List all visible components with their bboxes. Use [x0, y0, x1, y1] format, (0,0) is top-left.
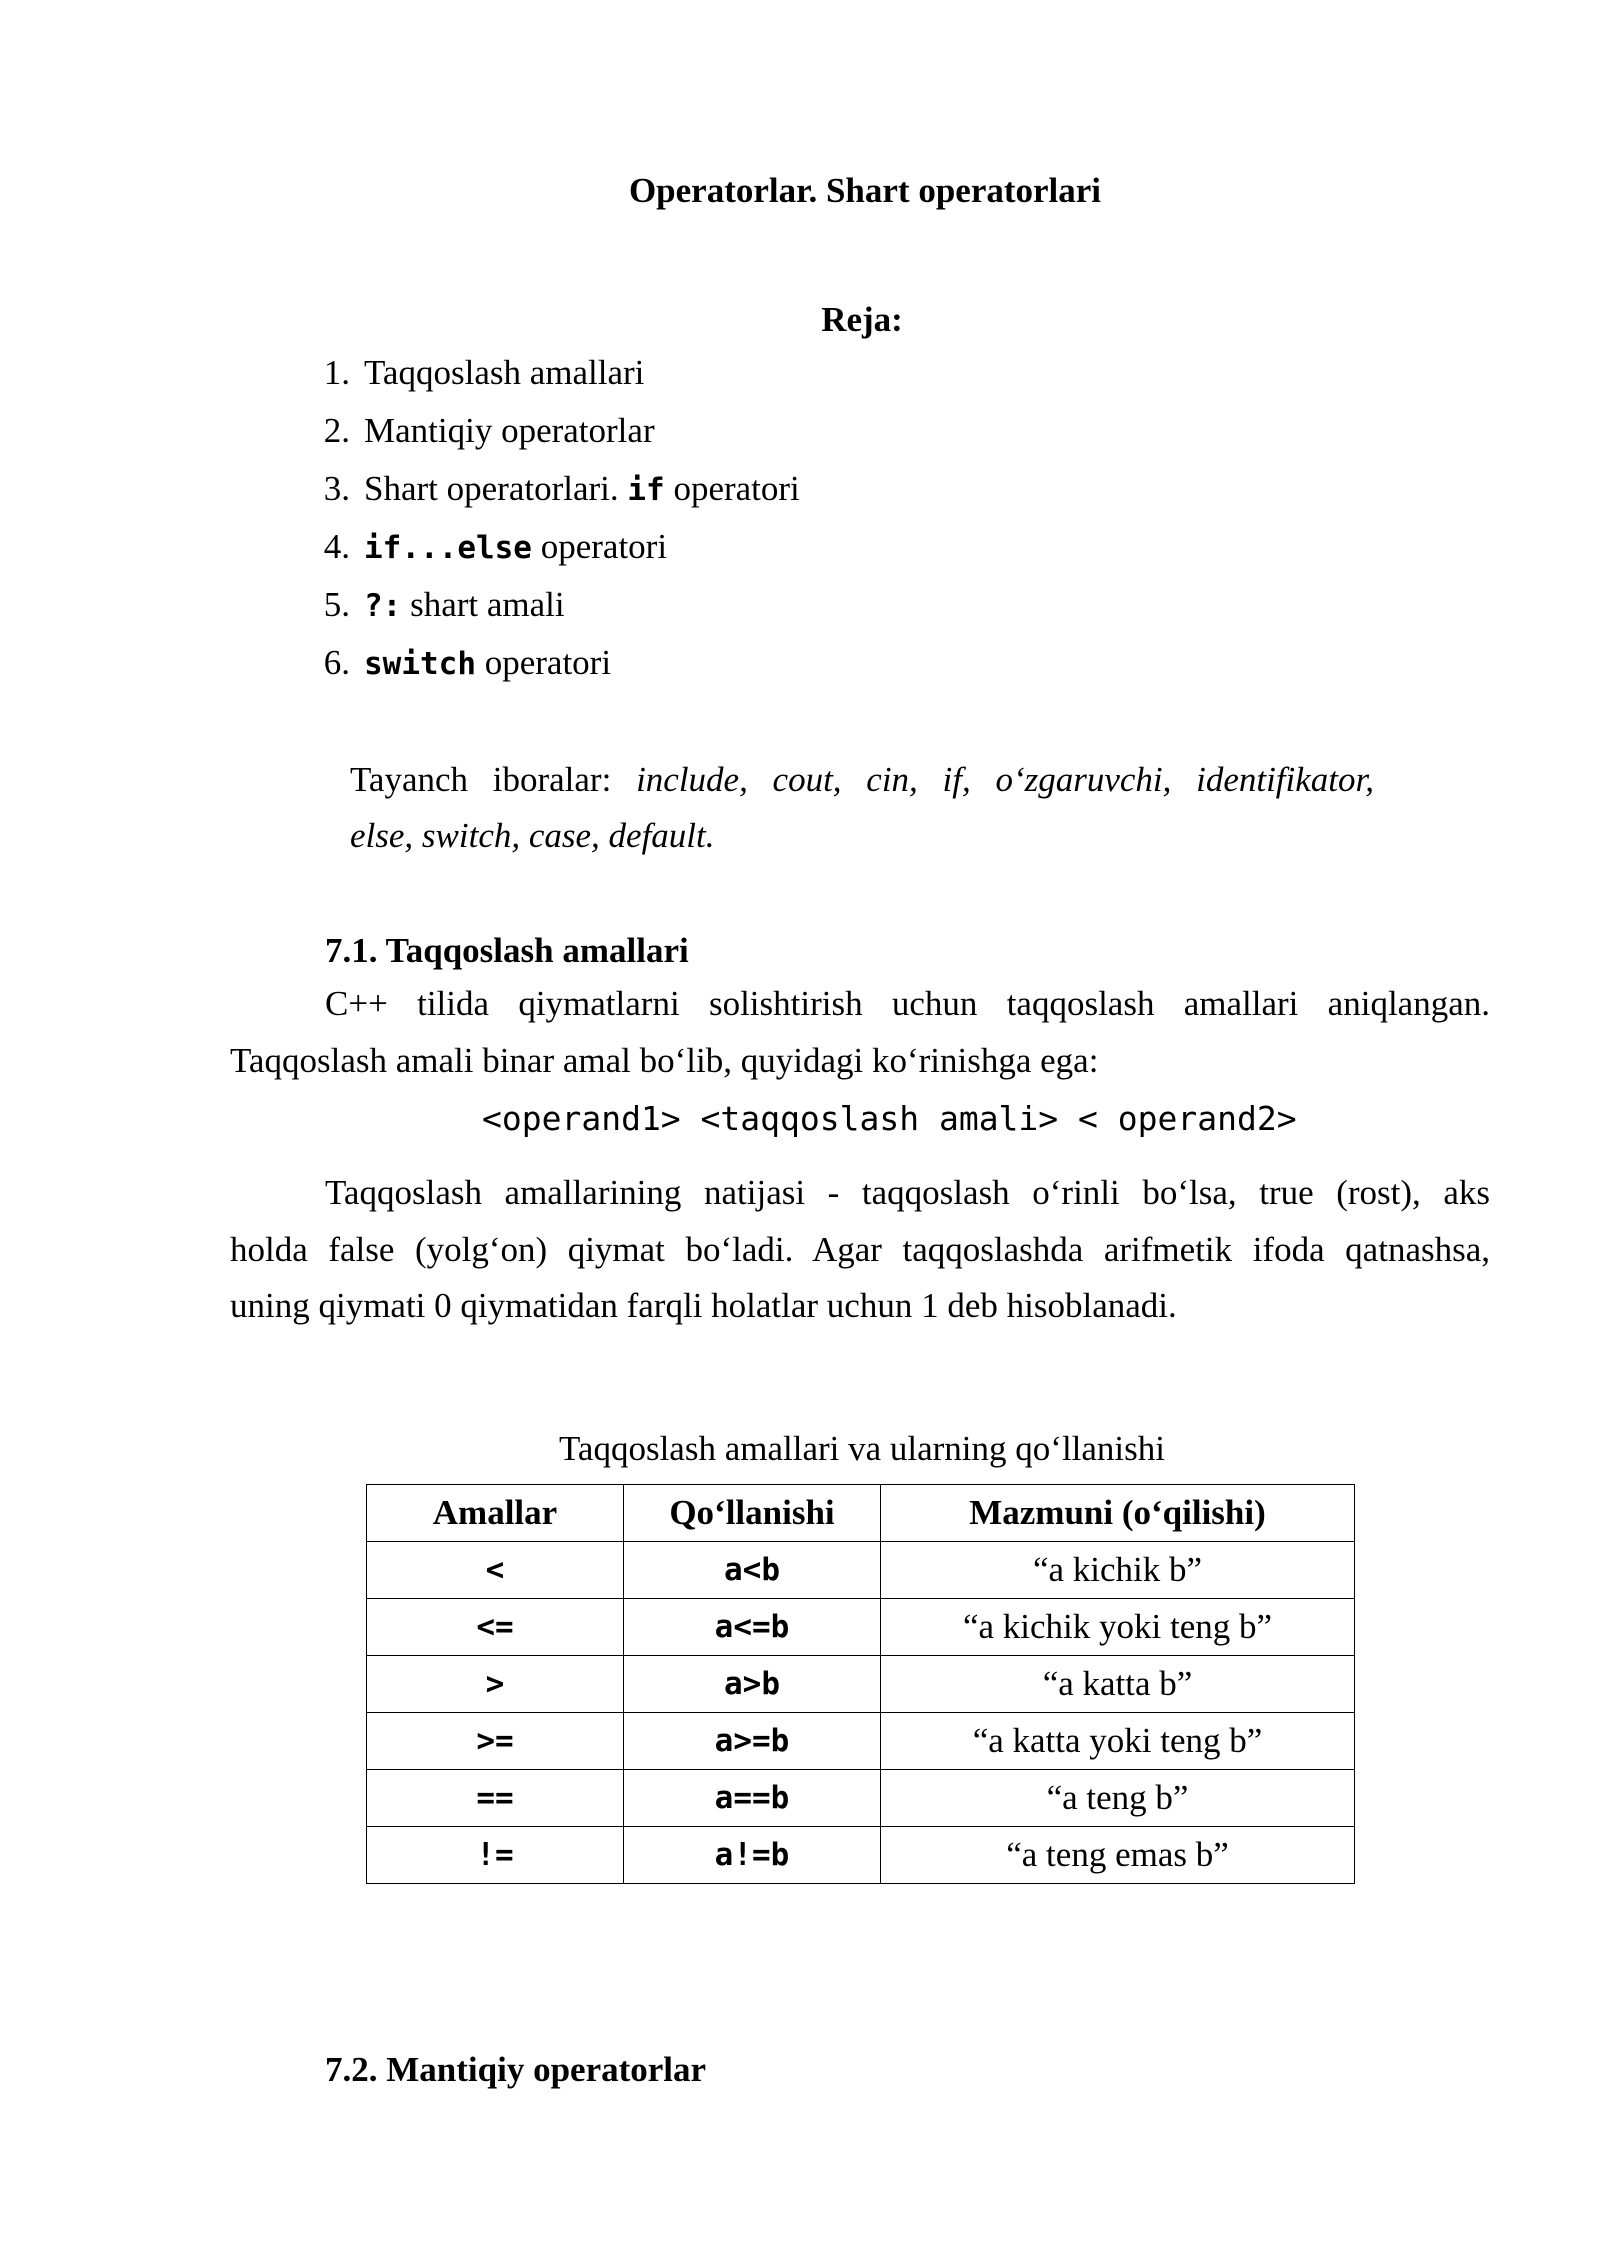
operator-cell: <= [367, 1599, 624, 1656]
operator-cell: < [367, 1542, 624, 1599]
plan-item: 4. if...else operatori [323, 527, 668, 566]
operator-cell: >= [367, 1713, 624, 1770]
plan-item: 3. Shart operatorlari. if operatori [323, 469, 800, 508]
plan-heading: Reja: [821, 300, 903, 339]
plan-item: 1. Taqqoslash amallari [323, 353, 645, 392]
meaning-cell: “a teng b” [881, 1770, 1355, 1827]
usage-cell: a==b [624, 1770, 881, 1827]
operator-cell: == [367, 1770, 624, 1827]
usage-cell: a>b [624, 1656, 881, 1713]
table-row [367, 1656, 1355, 1713]
plan-item: 2. Mantiqiy operatorlar [323, 411, 655, 450]
paragraph-line: holda false (yolg‘on) qiymat bo‘ladi. Agar taqqoslashda arifmetik ifoda qatnashsa, [230, 1230, 1490, 1269]
table-row [367, 1542, 1355, 1599]
table-row [367, 1599, 1355, 1656]
keywords-line-1: Tayanch iboralar: include, cout, cin, if, o‘zgaruvchi, identifikator, [350, 760, 1375, 799]
paragraph-line: C++ tilida qiymatlarni solishtirish uchun taqqoslash amallari aniqlangan. [325, 984, 1490, 1023]
code-keyword: ?: [364, 588, 402, 624]
plan-item: 5. ?: shart amali [323, 585, 565, 624]
code-keyword: if...else [364, 530, 532, 566]
usage-cell: a<=b [624, 1599, 881, 1656]
usage-cell: a>=b [624, 1713, 881, 1770]
column-header: Amallar [367, 1485, 624, 1542]
paragraph-line: uning qiymati 0 qiymatidan farqli holatlar uchun 1 deb hisoblanadi. [230, 1286, 1177, 1325]
syntax-line: <operand1> <taqqoslash amali> < operand2> [482, 1099, 1297, 1138]
comparison-table [366, 1484, 1355, 1884]
meaning-cell: “a katta b” [881, 1656, 1355, 1713]
code-keyword: switch [364, 646, 476, 682]
table-header-row [367, 1485, 1355, 1542]
column-header: Qo‘llanishi [624, 1485, 881, 1542]
section-heading-7-1: 7.1. Taqqoslash amallari [325, 931, 689, 970]
code-keyword: if [627, 472, 665, 508]
table-row [367, 1770, 1355, 1827]
paragraph-line: Taqqoslash amallarining natijasi - taqqoslash o‘rinli bo‘lsa, true (rost), aks [325, 1173, 1490, 1212]
page-title: Operatorlar. Shart operatorlari [628, 171, 1102, 210]
keywords-line-2: else, switch, case, default. [350, 816, 715, 855]
plan-list [292, 353, 800, 701]
meaning-cell: “a teng emas b” [881, 1827, 1355, 1884]
table-caption: Taqqoslash amallari va ularning qo‘llanishi [558, 1429, 1165, 1468]
section-heading-7-2: 7.2. Mantiqiy operatorlar [325, 2050, 707, 2089]
plan-item: 6. switch operatori [323, 643, 612, 682]
table-row [367, 1827, 1355, 1884]
operator-cell: != [367, 1827, 624, 1884]
usage-cell: a<b [624, 1542, 881, 1599]
usage-cell: a!=b [624, 1827, 881, 1884]
meaning-cell: “a kichik b” [881, 1542, 1355, 1599]
column-header: Mazmuni (o‘qilishi) [881, 1485, 1355, 1542]
meaning-cell: “a kichik yoki teng b” [881, 1599, 1355, 1656]
meaning-cell: “a katta yoki teng b” [881, 1713, 1355, 1770]
operator-cell: > [367, 1656, 624, 1713]
table-row [367, 1713, 1355, 1770]
paragraph-line: Taqqoslash amali binar amal bo‘lib, quyidagi ko‘rinishga ega: [230, 1041, 1099, 1080]
